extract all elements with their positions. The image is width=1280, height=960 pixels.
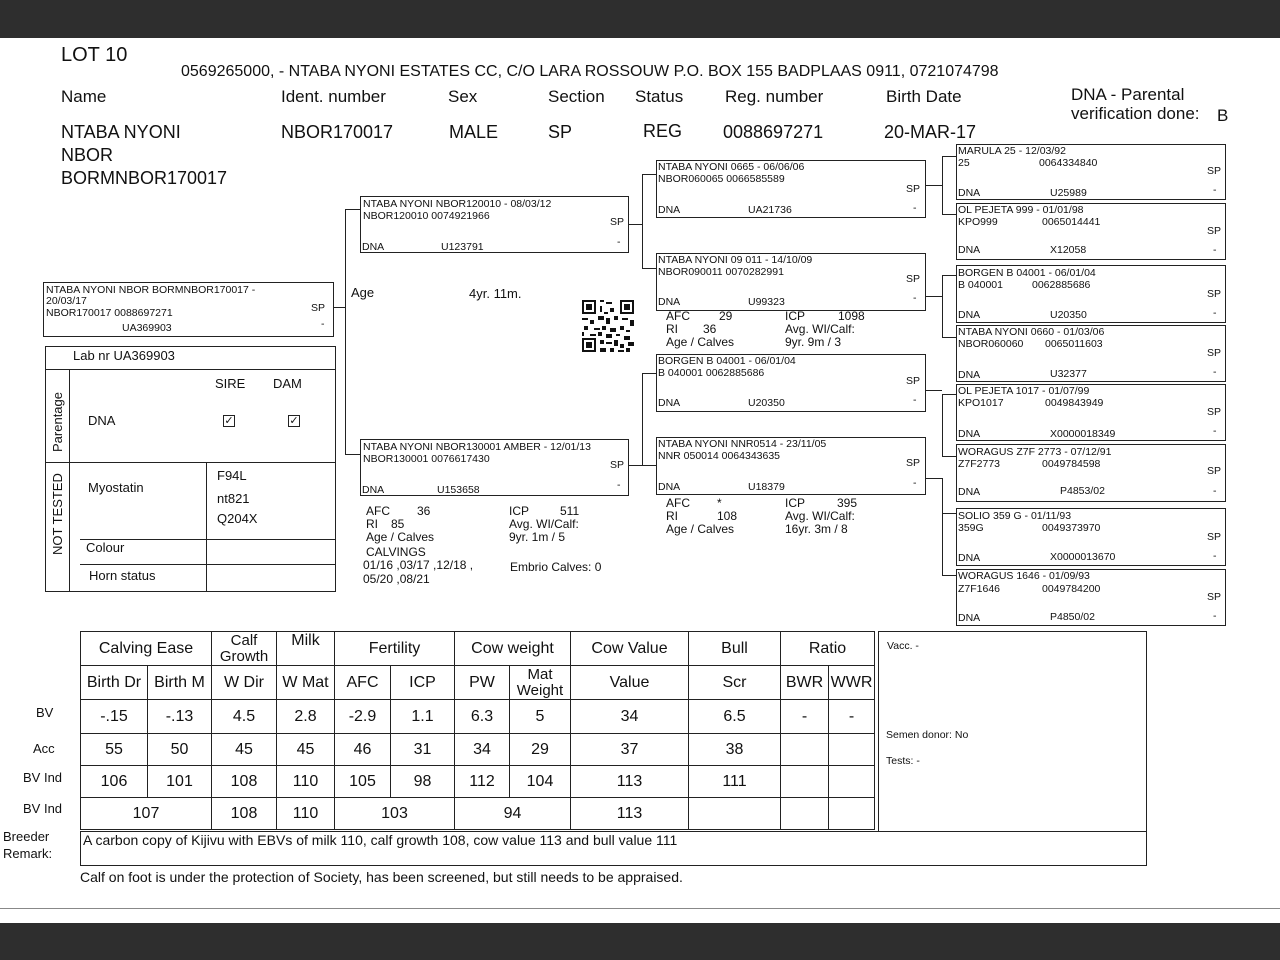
- gp-dna: UA21736: [748, 204, 792, 216]
- connector: [942, 575, 956, 576]
- connector: [925, 296, 942, 297]
- acc-cell: 38: [689, 734, 781, 766]
- animal-status: REG: [643, 121, 683, 141]
- animal-name-line3: BORMNBOR170017: [61, 168, 228, 188]
- col-afc: AFC: [335, 666, 391, 700]
- acc-cell: 45: [212, 734, 277, 766]
- divider: [69, 369, 70, 592]
- grandparent-box: [656, 354, 926, 412]
- great-grandparent-box: [956, 444, 1226, 502]
- ggp-dna: U20350: [1050, 309, 1087, 321]
- sire-line2: NBOR120010 0074921966: [363, 210, 490, 222]
- not-tested-label: NOT TESTED: [50, 473, 65, 555]
- ggp-line1: WORAGUS Z7F 2773 - 07/12/91: [958, 446, 1112, 458]
- gp-dash: -: [913, 202, 917, 214]
- myostatin-q204x: Q204X: [217, 511, 258, 526]
- col-pw: PW: [455, 666, 510, 700]
- group-cow-value: Cow Value: [571, 632, 689, 666]
- header-status: Status: [635, 87, 684, 106]
- row-label-bvind2: BV Ind: [23, 801, 63, 816]
- ggp-reg: 0049373970: [1042, 522, 1101, 534]
- ggp-line2: Z7F2773: [958, 458, 1001, 470]
- bvind2-bull: [689, 798, 781, 830]
- gp-line2: NBOR060065 0066585589: [658, 173, 785, 185]
- gd1-ri: 36: [703, 322, 717, 336]
- gd2-icp: 395: [837, 496, 858, 510]
- grandparent-box: [656, 160, 926, 218]
- myostatin-f94l: F94L: [217, 468, 247, 483]
- gp-line1: NTABA NYONI NNR0514 - 23/11/05: [658, 438, 827, 450]
- dam-pedigree-box: [360, 439, 629, 496]
- ggp-line2: 25: [958, 157, 970, 169]
- gd2-afc: *: [717, 496, 722, 510]
- connector: [628, 224, 642, 225]
- bv-cell: -: [829, 700, 875, 734]
- connector: [642, 373, 643, 465]
- dam-section: SP: [610, 459, 625, 471]
- gp-line2: NBOR090011 0070282991: [658, 266, 784, 278]
- ggp-section: SP: [1207, 288, 1222, 300]
- gd2-ri-label: RI: [666, 509, 678, 523]
- bvind2-calving-ease: 107: [81, 798, 212, 830]
- self-section: SP: [311, 302, 326, 314]
- sire-dna: U123791: [441, 241, 484, 253]
- ggp-dash: -: [1213, 244, 1217, 256]
- connector: [925, 478, 942, 479]
- ggp-dna: X0000018349: [1050, 428, 1116, 440]
- ggp-line2: KPO1017: [958, 397, 1004, 409]
- bv-cell: 4.5: [212, 700, 277, 734]
- acc-cell: 50: [148, 734, 212, 766]
- animal-name-line1: NTABA NYONI: [61, 122, 181, 142]
- ggp-dna-label: DNA: [958, 369, 981, 381]
- myostatin-label: Myostatin: [88, 480, 144, 495]
- ggp-dash: -: [1213, 307, 1217, 319]
- dna-row-label: DNA: [88, 413, 116, 428]
- ggp-dna: P4853/02: [1060, 485, 1105, 497]
- animal-pedigree-box: [43, 282, 334, 337]
- self-dash: -: [321, 318, 325, 330]
- gd1-icp: 1098: [838, 309, 865, 323]
- ggp-reg: 0062885686: [1032, 279, 1091, 291]
- bvind2-bwr: [781, 798, 829, 830]
- gd1-afc-label: AFC: [666, 309, 690, 323]
- age-label: Age: [351, 285, 375, 300]
- ggp-dna-label: DNA: [958, 428, 981, 440]
- great-grandparent-box: [956, 569, 1226, 626]
- qr-code-icon: [582, 300, 634, 352]
- ggp-line2: 359G: [958, 522, 984, 534]
- dam-line1: NTABA NYONI NBOR130001 AMBER - 12/01/13: [363, 441, 591, 453]
- remark-label-line2: Remark:: [3, 846, 53, 861]
- vacc-text: Vacc. -: [887, 640, 919, 652]
- owner-line: 0569265000, - NTABA NYONI ESTATES CC, C/O LARA ROSSOUW P.O. BOX 155 BADPLAAS 0911, 0721074798: [181, 63, 999, 80]
- connector: [942, 275, 956, 276]
- connector: [642, 174, 657, 175]
- ggp-dash: -: [1213, 610, 1217, 622]
- great-grandparent-box: [956, 203, 1226, 260]
- great-grandparent-box: [956, 325, 1226, 382]
- bvind-cell: [829, 766, 875, 798]
- ggp-section: SP: [1207, 225, 1222, 237]
- animal-name-line2: NBOR: [61, 145, 114, 165]
- bvind2-cow-value: 113: [571, 798, 689, 830]
- bv-cell: 5: [510, 700, 571, 734]
- gp-line1: NTABA NYONI 09 011 - 14/10/09: [658, 254, 813, 266]
- gp-dna: U20350: [748, 397, 785, 409]
- self-line1: NTABA NYONI NBOR BORMNBOR170017 -: [46, 284, 256, 296]
- ggp-dna: U32377: [1050, 368, 1087, 380]
- col-w-dir: W Dir: [212, 666, 277, 700]
- great-grandparent-box: [956, 265, 1226, 323]
- animal-birth: 20-MAR-17: [884, 122, 977, 142]
- connector: [345, 209, 360, 210]
- connector: [942, 156, 956, 157]
- divider: [45, 369, 336, 370]
- footer-note: Calf on foot is under the protection of Society, has been screened, but still needs to be appraised.: [80, 869, 683, 885]
- acc-cell: 55: [81, 734, 148, 766]
- ggp-reg: 0065011603: [1045, 338, 1103, 350]
- dam-calvings-label: CALVINGS: [366, 545, 426, 559]
- gd2-wi-label: Avg. WI/Calf:: [785, 509, 855, 523]
- self-dna: UA369903: [122, 322, 172, 334]
- ggp-section: SP: [1207, 406, 1222, 418]
- dam-embrio: Embrio Calves: 0: [510, 560, 602, 574]
- bvind-cell: 104: [510, 766, 571, 798]
- lab-nr: Lab nr UA369903: [73, 348, 175, 363]
- group-calf-growth: Calf Growth: [212, 632, 277, 666]
- bvind-cell: 105: [335, 766, 391, 798]
- acc-cell: 29: [510, 734, 571, 766]
- gp-dna: U99323: [748, 296, 785, 308]
- dam-dna-checkbox: ✓: [289, 415, 299, 427]
- remark-box: [80, 831, 1147, 866]
- acc-cell: 45: [277, 734, 335, 766]
- ggp-dna-label: DNA: [958, 244, 981, 256]
- dam-ri-label: RI: [366, 517, 378, 531]
- ggp-dna: X12058: [1050, 244, 1087, 256]
- connector: [942, 337, 956, 338]
- bvind2-calf-growth: 108: [212, 798, 277, 830]
- bv-cell: -: [781, 700, 829, 734]
- gd2-afc-label: AFC: [666, 496, 690, 510]
- col-mat-weight: Mat Weight: [510, 666, 571, 700]
- dam-icp: 511: [560, 504, 580, 518]
- grandparent-box: [656, 437, 926, 495]
- dam-column-label: DAM: [273, 376, 302, 391]
- connector: [642, 174, 643, 268]
- divider: [0, 908, 1280, 909]
- header-dna-line2: verification done:: [1071, 104, 1200, 123]
- dam-agecalves-label: Age / Calves: [366, 530, 435, 544]
- sire-line1: NTABA NYONI NBOR120010 - 08/03/12: [363, 198, 552, 210]
- animal-reg: 0088697271: [723, 122, 824, 142]
- remark-text: A carbon copy of Kijivu with EBVs of milk 110, calf growth 108, cow value 113 and bull value 111: [83, 832, 678, 848]
- gd1-ri-label: RI: [666, 322, 678, 336]
- bvind2-fertility: 103: [335, 798, 455, 830]
- dam-wi-label: Avg. WI/Calf:: [509, 517, 579, 531]
- acc-cell: 46: [335, 734, 391, 766]
- ggp-line2: Z7F1646: [958, 583, 1001, 595]
- gd2-agecalves-label: Age / Calves: [666, 522, 735, 536]
- ggp-section: SP: [1207, 531, 1222, 543]
- sire-dna-label: DNA: [362, 241, 385, 253]
- great-grandparent-box: [956, 508, 1226, 566]
- bvind-cell: 101: [148, 766, 212, 798]
- header-birth: Birth Date: [886, 87, 962, 106]
- grandparent-box: [656, 253, 926, 311]
- col-birth-dr: Birth Dr: [81, 666, 148, 700]
- sire-dash: -: [617, 236, 621, 248]
- connector: [942, 394, 943, 456]
- sire-section: SP: [610, 216, 625, 228]
- col-wwr: WWR: [829, 666, 875, 700]
- header-name: Name: [61, 87, 107, 106]
- group-milk: Milk: [277, 632, 335, 666]
- ggp-dash: -: [1213, 184, 1217, 196]
- great-grandparent-box: [956, 384, 1226, 441]
- bottom-bar: [0, 923, 1280, 960]
- parentage-label: Parentage: [50, 392, 65, 452]
- gp-dna-label: DNA: [658, 397, 681, 409]
- age-value: 4yr. 11m.: [469, 286, 522, 301]
- connector: [642, 465, 657, 466]
- bv-cell: 34: [571, 700, 689, 734]
- tests-text: Tests: -: [886, 755, 920, 767]
- header-ident: Ident. number: [281, 87, 386, 106]
- bvind-cell: 112: [455, 766, 510, 798]
- ggp-dna-label: DNA: [958, 486, 981, 498]
- group-ratio: Ratio: [781, 632, 875, 666]
- animal-sex: MALE: [449, 122, 499, 142]
- gd2-ri: 108: [717, 509, 738, 523]
- acc-cell: 37: [571, 734, 689, 766]
- ggp-section: SP: [1207, 347, 1222, 359]
- gp-dash: -: [913, 292, 917, 304]
- dam-icp-label: ICP: [509, 504, 530, 518]
- ggp-section: SP: [1207, 465, 1222, 477]
- ggp-line1: OL PEJETA 999 - 01/01/98: [958, 204, 1084, 216]
- gp-dash: -: [913, 394, 917, 406]
- connector: [333, 307, 345, 308]
- gp-section: SP: [906, 183, 921, 195]
- connector: [942, 456, 956, 457]
- row-label-acc: Acc: [33, 741, 55, 756]
- ggp-line1: WORAGUS 1646 - 01/09/93: [958, 570, 1090, 582]
- connector: [345, 209, 346, 454]
- top-bar: [0, 0, 1280, 38]
- bvind-cell: 110: [277, 766, 335, 798]
- ggp-line2: NBOR060060: [958, 338, 1024, 350]
- acc-cell: [781, 734, 829, 766]
- row-label-bv: BV: [36, 705, 54, 720]
- col-w-mat: W Mat: [277, 666, 335, 700]
- gp-line2: NNR 050014 0064343635: [658, 450, 781, 462]
- ggp-line1: BORGEN B 04001 - 06/01/04: [958, 267, 1096, 279]
- bv-cell: 2.8: [277, 700, 335, 734]
- ggp-reg: 0065014441: [1042, 216, 1101, 228]
- horn-status-label: Horn status: [89, 568, 156, 583]
- ggp-dna-label: DNA: [958, 309, 981, 321]
- ggp-dna-label: DNA: [958, 552, 981, 564]
- ggp-reg: 0049784200: [1042, 583, 1101, 595]
- gd1-wi-label: Avg. WI/Calf:: [785, 322, 855, 336]
- ggp-dna: U25989: [1050, 187, 1087, 199]
- dam-calvings-line2: 05/20 ,08/21: [363, 572, 430, 586]
- gp-dash: -: [913, 477, 917, 489]
- gp-line1: BORGEN B 04001 - 06/01/04: [658, 355, 796, 367]
- gd1-agecalves: 9yr. 9m / 3: [785, 335, 842, 349]
- gp-line2: B 040001 0062885686: [658, 367, 765, 379]
- bvind2-cow-weight: 94: [455, 798, 571, 830]
- acc-cell: [829, 734, 875, 766]
- group-fertility: Fertility: [335, 632, 455, 666]
- connector: [942, 214, 956, 215]
- bv-cell: -.13: [148, 700, 212, 734]
- bvind-cell: 106: [81, 766, 148, 798]
- ggp-dna-label: DNA: [958, 612, 981, 624]
- col-scr: Scr: [689, 666, 781, 700]
- bv-cell: -.15: [81, 700, 148, 734]
- bvind-cell: [781, 766, 829, 798]
- gd1-icp-label: ICP: [785, 309, 806, 323]
- animal-ident: NBOR170017: [281, 122, 394, 142]
- connector: [345, 454, 360, 455]
- animal-section: SP: [548, 122, 573, 142]
- ggp-reg: 0049843949: [1045, 397, 1104, 409]
- gd1-afc: 29: [719, 309, 733, 323]
- divider: [80, 564, 336, 565]
- bv-cell: 1.1: [391, 700, 455, 734]
- dam-afc: 36: [417, 504, 431, 518]
- self-line3: NBOR170017 0088697271: [46, 307, 173, 319]
- gp-dna-label: DNA: [658, 481, 681, 493]
- connector: [942, 275, 943, 337]
- great-grandparent-box: [956, 144, 1226, 200]
- acc-cell: 34: [455, 734, 510, 766]
- colour-label: Colour: [86, 540, 125, 555]
- bv-cell: 6.5: [689, 700, 781, 734]
- dam-afc-label: AFC: [366, 504, 390, 518]
- gp-line1: NTABA NYONI 0665 - 06/06/06: [658, 161, 805, 173]
- ggp-line2: B 040001: [958, 279, 1003, 291]
- bvind-cell: 111: [689, 766, 781, 798]
- connector: [925, 390, 942, 391]
- self-line2: 20/03/17: [46, 295, 87, 307]
- ggp-dash: -: [1213, 550, 1217, 562]
- divider: [45, 462, 336, 463]
- col-icp: ICP: [391, 666, 455, 700]
- lot-number: LOT 10: [61, 44, 128, 66]
- connector: [628, 465, 642, 466]
- row-label-bvind: BV Ind: [23, 770, 63, 785]
- ggp-dna: P4850/02: [1050, 611, 1095, 623]
- bvind-cell: 113: [571, 766, 689, 798]
- ggp-dna-label: DNA: [958, 187, 981, 199]
- ggp-line1: MARULA 25 - 12/03/92: [958, 145, 1066, 157]
- connector: [642, 268, 657, 269]
- ggp-dash: -: [1213, 425, 1217, 437]
- gd2-agecalves: 16yr. 3m / 8: [785, 522, 848, 536]
- remark-label-line1: Breeder: [3, 829, 50, 844]
- connector: [942, 513, 956, 514]
- col-bwr: BWR: [781, 666, 829, 700]
- bvind2-wwr: [829, 798, 875, 830]
- dam-dna-label: DNA: [362, 484, 385, 496]
- bv-cell: 6.3: [455, 700, 510, 734]
- gp-section: SP: [906, 273, 921, 285]
- ggp-reg: 0049784598: [1042, 458, 1101, 470]
- gp-dna: U18379: [748, 481, 785, 493]
- side-info-box: [878, 631, 1147, 832]
- acc-cell: 31: [391, 734, 455, 766]
- dam-calvings-line1: 01/16 ,03/17 ,12/18 ,: [363, 558, 474, 572]
- gp-dna-label: DNA: [658, 204, 681, 216]
- col-value: Value: [571, 666, 689, 700]
- ggp-line2: KPO999: [958, 216, 998, 228]
- dam-dash: -: [617, 479, 621, 491]
- dam-dna: U153658: [437, 484, 480, 496]
- divider: [206, 462, 207, 592]
- ggp-section: SP: [1207, 165, 1222, 177]
- bvind-cell: 108: [212, 766, 277, 798]
- breeding-values-table: [80, 631, 875, 830]
- header-dna-line1: DNA - Parental: [1071, 85, 1185, 104]
- dam-line2: NBOR130001 0076617430: [363, 453, 490, 465]
- connector: [942, 478, 943, 514]
- bvind-cell: 98: [391, 766, 455, 798]
- connector: [942, 394, 956, 395]
- dam-ri: 85: [391, 517, 405, 531]
- myostatin-nt821: nt821: [217, 491, 250, 506]
- gp-section: SP: [906, 375, 921, 387]
- col-birth-m: Birth M: [148, 666, 212, 700]
- sire-pedigree-box: [360, 196, 629, 253]
- ggp-line1: OL PEJETA 1017 - 01/07/99: [958, 385, 1090, 397]
- gp-section: SP: [906, 457, 921, 469]
- bvind2-milk: 110: [277, 798, 335, 830]
- connector: [942, 513, 943, 575]
- group-cow-weight: Cow weight: [455, 632, 571, 666]
- ggp-dash: -: [1213, 366, 1217, 378]
- sire-column-label: SIRE: [215, 376, 246, 391]
- gd2-icp-label: ICP: [785, 496, 806, 510]
- sire-dna-checkbox: ✓: [224, 415, 234, 427]
- connector: [642, 373, 657, 374]
- group-calving-ease: Calving Ease: [81, 632, 212, 666]
- ggp-line1: NTABA NYONI 0660 - 01/03/06: [958, 326, 1105, 338]
- header-reg: Reg. number: [725, 87, 824, 106]
- ggp-dna: X0000013670: [1050, 551, 1116, 563]
- gp-dna-label: DNA: [658, 296, 681, 308]
- connector: [942, 156, 943, 214]
- bv-cell: -2.9: [335, 700, 391, 734]
- ggp-line1: SOLIO 359 G - 01/11/93: [958, 510, 1072, 522]
- ggp-reg: 0064334840: [1039, 157, 1098, 169]
- header-sex: Sex: [448, 87, 478, 106]
- semen-donor-text: Semen donor: No: [886, 729, 969, 741]
- group-bull: Bull: [689, 632, 781, 666]
- ggp-dash: -: [1213, 485, 1217, 497]
- connector: [925, 185, 942, 186]
- ggp-section: SP: [1207, 591, 1222, 603]
- header-section: Section: [548, 87, 605, 106]
- gd1-agecalves-label: Age / Calves: [666, 335, 735, 349]
- dna-done-value: B: [1217, 106, 1229, 125]
- dam-agecalves: 9yr. 1m / 5: [509, 530, 566, 544]
